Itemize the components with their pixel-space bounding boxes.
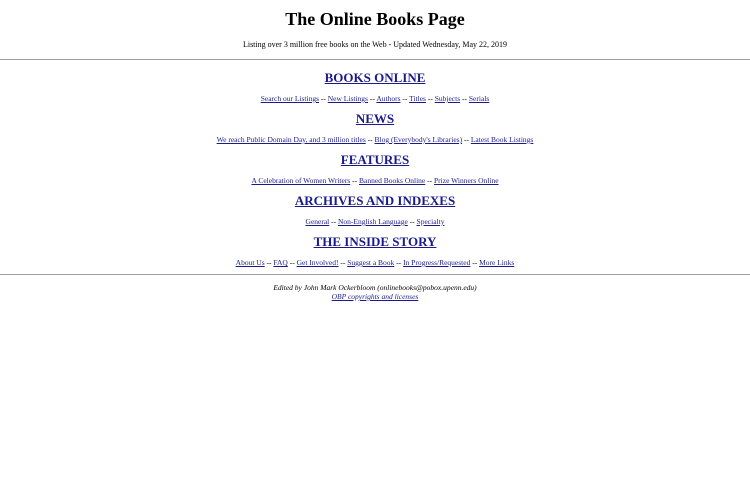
link-search-our-listings[interactable]: Search our Listings bbox=[260, 94, 320, 103]
section-features bbox=[0, 151, 750, 186]
link-separator: -- bbox=[367, 94, 377, 103]
footer bbox=[0, 275, 750, 301]
link-separator: -- bbox=[407, 217, 417, 226]
link-more-links[interactable]: More Links bbox=[479, 258, 515, 267]
link-get-involved[interactable]: Get Involved! bbox=[296, 258, 339, 267]
section-inside-story bbox=[0, 233, 750, 268]
link-latest-book-listings[interactable]: Latest Book Listings bbox=[470, 135, 534, 144]
links-books-online bbox=[0, 94, 750, 104]
section-books-online bbox=[0, 69, 750, 104]
header bbox=[0, 0, 750, 50]
heading-news[interactable]: NEWS bbox=[355, 111, 395, 126]
link-separator: -- bbox=[425, 94, 435, 103]
links-features bbox=[0, 176, 750, 186]
link-banned-books[interactable]: Banned Books Online bbox=[359, 176, 426, 185]
heading-archives-and-indexes[interactable]: ARCHIVES AND INDEXES bbox=[294, 193, 456, 208]
link-suggest-a-book[interactable]: Suggest a Book bbox=[347, 258, 395, 267]
link-separator: -- bbox=[470, 258, 480, 267]
link-blog[interactable]: Blog (Everybody's Libraries) bbox=[374, 135, 463, 144]
link-serials[interactable]: Serials bbox=[468, 94, 490, 103]
links-inside-story bbox=[0, 258, 750, 268]
editor-credit: Edited by John Mark Ockerbloom (onlinebooks@pobox.upenn.edu) bbox=[273, 283, 477, 292]
heading-features[interactable]: FEATURES bbox=[340, 152, 410, 167]
tagline: Listing over 3 million free books on the Web - Updated Wednesday, May 22, 2019 bbox=[242, 40, 508, 49]
link-copyrights-licenses[interactable]: OBP copyrights and licenses bbox=[331, 292, 419, 301]
link-authors[interactable]: Authors bbox=[376, 94, 401, 103]
sections bbox=[0, 60, 750, 268]
link-subjects[interactable]: Subjects bbox=[434, 94, 461, 103]
link-separator: -- bbox=[287, 258, 297, 267]
link-separator: -- bbox=[400, 94, 410, 103]
link-women-writers[interactable]: A Celebration of Women Writers bbox=[251, 176, 351, 185]
link-separator: -- bbox=[264, 258, 274, 267]
links-news bbox=[0, 135, 750, 145]
link-specialty[interactable]: Specialty bbox=[416, 217, 445, 226]
link-general[interactable]: General bbox=[305, 217, 330, 226]
links-archives bbox=[0, 217, 750, 227]
link-separator: -- bbox=[365, 135, 375, 144]
heading-inside-story[interactable]: THE INSIDE STORY bbox=[313, 234, 437, 249]
link-separator: -- bbox=[350, 176, 359, 185]
link-public-domain-day[interactable]: We reach Public Domain Day, and 3 million titles bbox=[216, 135, 366, 144]
link-titles[interactable]: Titles bbox=[409, 94, 426, 103]
section-archives bbox=[0, 192, 750, 227]
link-non-english[interactable]: Non-English Language bbox=[338, 217, 408, 226]
page-title: The Online Books Page bbox=[285, 9, 465, 29]
link-faq[interactable]: FAQ bbox=[273, 258, 288, 267]
heading-books-online[interactable]: BOOKS ONLINE bbox=[324, 70, 426, 85]
section-news bbox=[0, 110, 750, 145]
link-separator: -- bbox=[394, 258, 404, 267]
link-separator: -- bbox=[329, 217, 339, 226]
link-separator: -- bbox=[338, 258, 348, 267]
link-separator: -- bbox=[460, 94, 469, 103]
link-new-listings[interactable]: New Listings bbox=[327, 94, 368, 103]
link-separator: -- bbox=[319, 94, 328, 103]
link-in-progress-requested[interactable]: In Progress/Requested bbox=[403, 258, 471, 267]
link-separator: -- bbox=[425, 176, 434, 185]
link-about-us[interactable]: About Us bbox=[235, 258, 265, 267]
link-separator: -- bbox=[462, 135, 471, 144]
link-prize-winners[interactable]: Prize Winners Online bbox=[434, 176, 499, 185]
